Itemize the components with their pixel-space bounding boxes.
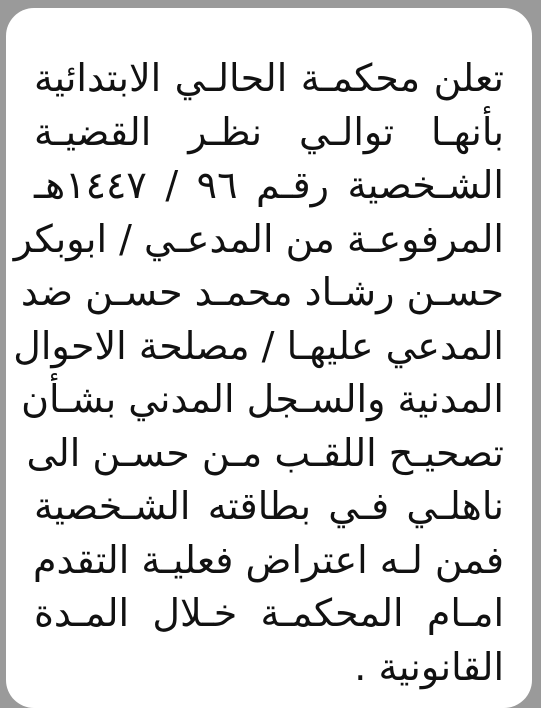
notice-line: بأنهـا توالـي نظـر القضيـة	[34, 109, 504, 154]
notice-line: تعلن محكمـة الحالـي الابتدائية	[34, 56, 504, 100]
notice-line: حسـن رشـاد محمـد حسـن ضد	[20, 270, 504, 314]
notice-line: تصحيـح اللقـب مـن حسـن الى	[26, 430, 504, 475]
notice-line: المدنية والسـجل المدني بشـأن	[21, 377, 504, 421]
notice-card	[6, 8, 532, 708]
notice-line-final: القانونية .	[354, 644, 504, 689]
notice-line: ناهلـي فـي بطاقته الشـخصية	[34, 484, 504, 528]
notice-line: المدعي عليهـا / مصلحة الاحوال	[13, 323, 504, 368]
notice-line: الشـخصية رقـم ٩٦ / ١٤٤٧هـ	[34, 163, 504, 207]
notice-line: المرفوعـة من المدعـي / ابوبكر	[13, 216, 504, 261]
notice-line: امـام المحكمـة خـلال المـدة	[34, 591, 504, 635]
notice-line: فمن لـه اعتراض فعليـة التقدم	[33, 537, 504, 582]
notice-text	[6, 52, 532, 694]
